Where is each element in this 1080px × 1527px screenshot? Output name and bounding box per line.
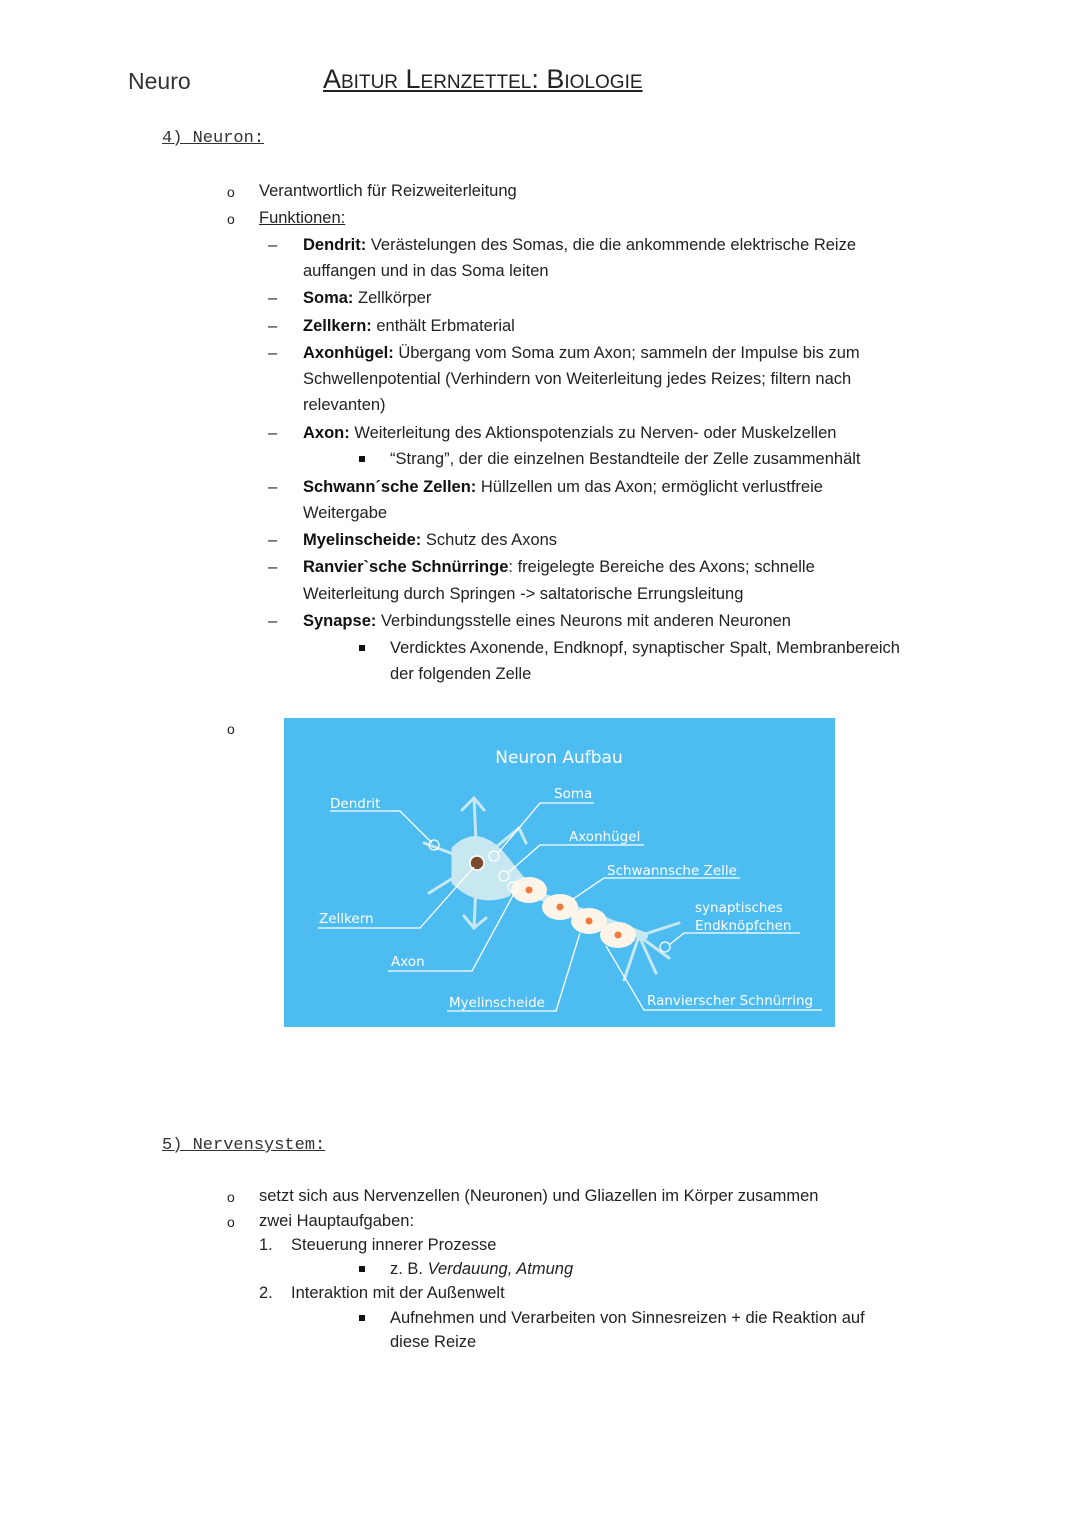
description: Hüllzellen um das Axon; ermöglicht verlustfreie (476, 478, 823, 496)
list-number: 2. (259, 1284, 273, 1302)
section-heading-nervensystem (162, 1136, 325, 1155)
bullet-circle: o (227, 211, 235, 227)
square-bullet-icon (359, 1315, 365, 1321)
heading-text: 5) Nervensystem: (162, 1136, 326, 1155)
list-number: 1. (259, 1236, 273, 1254)
label-myelinscheide: Myelinscheide (449, 995, 545, 1011)
term: Axon: (303, 424, 350, 442)
list-text: Interaktion mit der Außenwelt (291, 1284, 505, 1302)
term: Soma: (303, 289, 354, 307)
function-item-cont (303, 368, 851, 390)
diagram-title: Neuron Aufbau (495, 748, 623, 768)
term: Myelinscheide: (303, 531, 422, 549)
dash-bullet: – (268, 558, 278, 576)
function-item (303, 476, 823, 498)
function-item (303, 342, 860, 364)
term: Zellkern: (303, 317, 372, 335)
list-text: Steuerung innerer Prozesse (291, 1236, 497, 1254)
sub-item: “Strang”, der die einzelnen Bestandteile der Zelle zusammenhält (390, 450, 861, 468)
sub-item-cont: diese Reize (390, 1333, 477, 1351)
sub-item: der folgenden Zelle (390, 665, 532, 683)
nucleus-icon (470, 856, 484, 870)
label-endknoepfchen: Endknöpfchen (695, 918, 792, 934)
label-axonhuegel: Axonhügel (569, 829, 641, 845)
label-ranvier: Ranvierscher Schnürring (647, 993, 814, 1009)
neuron-illustration (424, 798, 679, 980)
description: Verbindungsstelle eines Neurons mit anderen Neuronen (376, 612, 791, 630)
sub-example: Verdauung, Atmung (427, 1260, 574, 1278)
dash-bullet: – (268, 478, 278, 496)
description: enthält Erbmaterial (371, 317, 515, 335)
description: Schwellenpotential (Verhindern von Weiterleitung jedes Reizes; filtern nach (303, 370, 852, 388)
function-item-cont (303, 502, 387, 524)
function-item-cont (303, 583, 743, 605)
bullet-circle: o (227, 721, 235, 737)
bullet-circle: o (227, 1189, 235, 1205)
function-item (303, 422, 836, 444)
dash-bullet: – (268, 424, 278, 442)
description: Zellkörper (353, 289, 432, 307)
function-item (303, 529, 557, 551)
neuron-diagram (284, 718, 835, 1027)
sub-item: Verdicktes Axonende, Endknopf, synaptischer Spalt, Membranbereich (390, 639, 900, 657)
functions-label: Funktionen: (259, 209, 346, 227)
square-bullet-icon (359, 645, 365, 651)
bullet-text: zwei Hauptaufgaben: (259, 1212, 415, 1230)
dash-bullet: – (268, 289, 278, 307)
sub-item (390, 1258, 573, 1280)
sub-item: Aufnehmen und Verarbeiten von Sinnesreizen + die Reaktion auf (390, 1309, 865, 1327)
bullet-text: setzt sich aus Nervenzellen (Neuronen) und Gliazellen im Körper zusammen (259, 1187, 819, 1205)
term: Ranvier`sche Schnürringe (303, 558, 509, 576)
dash-bullet: – (268, 531, 278, 549)
label-schwann: Schwannsche Zelle (607, 863, 737, 879)
function-item (303, 234, 856, 256)
label-dendrit: Dendrit (330, 796, 381, 812)
description: auffangen und in das Soma leiten (303, 262, 549, 280)
dash-bullet: – (268, 612, 278, 630)
description: Weitergabe (303, 504, 388, 522)
schwann-cells (511, 877, 636, 948)
square-bullet-icon (359, 456, 365, 462)
description: Weiterleitung des Aktionspotenzials zu Nerven- oder Muskelzellen (349, 424, 837, 442)
neuron-diagram-svg (284, 718, 835, 1027)
sub-prefix: z. B. (390, 1260, 428, 1278)
bullet-circle: o (227, 184, 235, 200)
dash-bullet: – (268, 236, 278, 254)
function-item-cont (303, 394, 386, 416)
section-heading-neuron (162, 129, 264, 148)
description: Schutz des Axons (421, 531, 558, 549)
dash-bullet: – (268, 344, 278, 362)
description: Weiterleitung durch Springen -> saltatorische Errungsleitung (303, 585, 744, 603)
term: Schwann´sche Zellen: (303, 478, 477, 496)
label-axon: Axon (391, 954, 425, 970)
function-item-cont (303, 260, 549, 282)
term: Synapse: (303, 612, 377, 630)
function-item (303, 315, 515, 337)
function-item (303, 556, 815, 578)
label-synaptisches: synaptisches (695, 900, 783, 916)
function-item (303, 610, 791, 632)
heading-text: 4) Neuron: (162, 129, 265, 148)
bullet-circle: o (227, 1214, 235, 1230)
header-label: Neuro (128, 68, 191, 94)
description: Übergang vom Soma zum Axon; sammeln der Impulse bis zum (393, 344, 860, 362)
term: Dendrit: (303, 236, 367, 254)
label-soma: Soma (554, 786, 593, 802)
page-title: Abitur Lernzettel: Biologie (323, 64, 643, 94)
description: : freigelegte Bereiche des Axons; schnelle (508, 558, 815, 576)
dash-bullet: – (268, 317, 278, 335)
label-zellkern: Zellkern (319, 911, 374, 927)
square-bullet-icon (359, 1266, 365, 1272)
term: Axonhügel: (303, 344, 394, 362)
function-item (303, 287, 431, 309)
description: relevanten) (303, 396, 386, 414)
description: Verästelungen des Somas, die die ankommende elektrische Reize (366, 236, 857, 254)
bullet-text: Verantwortlich für Reizweiterleitung (259, 182, 517, 200)
